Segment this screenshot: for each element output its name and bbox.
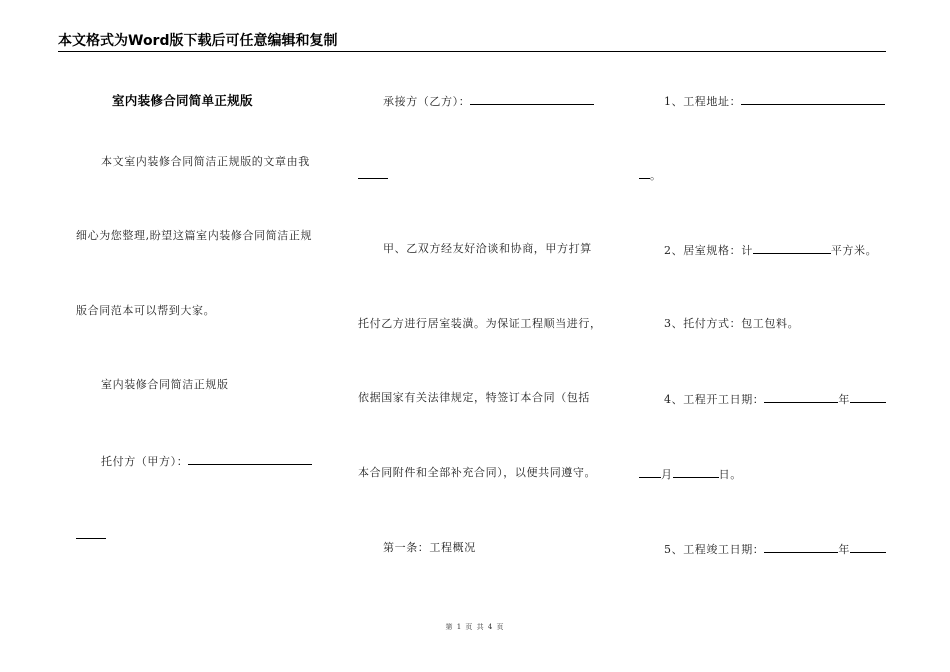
document-title: 室内装修合同简单正规版 — [112, 93, 253, 108]
article-1-heading: 第一条：工程概况 — [383, 541, 476, 554]
end-month-blank — [850, 541, 886, 553]
item-1-end: 。 — [650, 169, 662, 182]
address-blank-cont — [639, 167, 650, 179]
start-month-blank-cont — [639, 466, 661, 478]
item-1-label: 1、工程地址： — [664, 95, 742, 108]
item-4-continuation — [639, 466, 742, 482]
header-title: 本文格式为Word版下载后可任意编辑和复制 — [58, 33, 338, 49]
start-year-blank — [764, 391, 838, 403]
intro-line-1: 本文室内装修合同简洁正规版的文章由我 — [101, 155, 310, 168]
start-day-blank — [673, 466, 719, 478]
party-a-label: 托付方（甲方）： — [101, 455, 189, 468]
start-year-label: 年 — [838, 393, 851, 406]
address-blank — [741, 93, 885, 105]
end-year-label: 年 — [838, 543, 851, 556]
party-a-blank-cont — [76, 527, 106, 539]
party-a-blank — [188, 453, 312, 465]
intro-line-3: 版合同范本可以帮到大家。 — [76, 304, 216, 317]
item-2-unit: 平方米。 — [830, 244, 878, 257]
item-2-label: 2、居室规格：计 — [664, 244, 753, 257]
area-blank — [753, 242, 831, 254]
agreement-line-2: 托付乙方进行居室装潢。为保证工程顺当进行， — [358, 317, 602, 330]
start-day-label: 日。 — [718, 468, 742, 481]
item-3-method: 3、托付方式：包工包料。 — [664, 317, 800, 330]
item-2-size — [664, 242, 877, 258]
party-b-line — [383, 93, 594, 109]
intro-line-2: 细心为您整理,盼望这篇室内装修合同简洁正规 — [76, 229, 313, 242]
agreement-line-1: 甲、乙双方经友好洽谈和协商，甲方打算 — [383, 242, 592, 255]
start-month-label: 月 — [661, 468, 673, 481]
item-5-label: 5、工程竣工日期： — [664, 543, 765, 556]
agreement-line-3: 依据国家有关法律规定，特签订本合同（包括 — [358, 391, 590, 404]
item-4-label: 4、工程开工日期： — [664, 393, 765, 406]
party-b-continuation — [358, 167, 388, 183]
party-a-line — [101, 453, 312, 469]
party-b-label: 承接方（乙方）： — [383, 95, 471, 108]
end-year-blank — [764, 541, 838, 553]
item-1-continuation — [639, 167, 662, 183]
party-b-blank-cont — [358, 167, 388, 179]
section-subtitle: 室内装修合同简洁正规版 — [101, 378, 229, 391]
item-4-start-date — [664, 391, 886, 407]
item-5-end-date — [664, 541, 886, 557]
party-a-continuation — [76, 527, 106, 543]
page-number: 第 1 页 共 4 页 — [445, 623, 505, 631]
document-header — [58, 32, 886, 52]
item-1-address — [664, 93, 885, 109]
start-month-blank — [850, 391, 886, 403]
party-b-blank — [470, 93, 594, 105]
agreement-line-4: 本合同附件和全部补充合同），以便共同遵守。 — [358, 466, 597, 479]
